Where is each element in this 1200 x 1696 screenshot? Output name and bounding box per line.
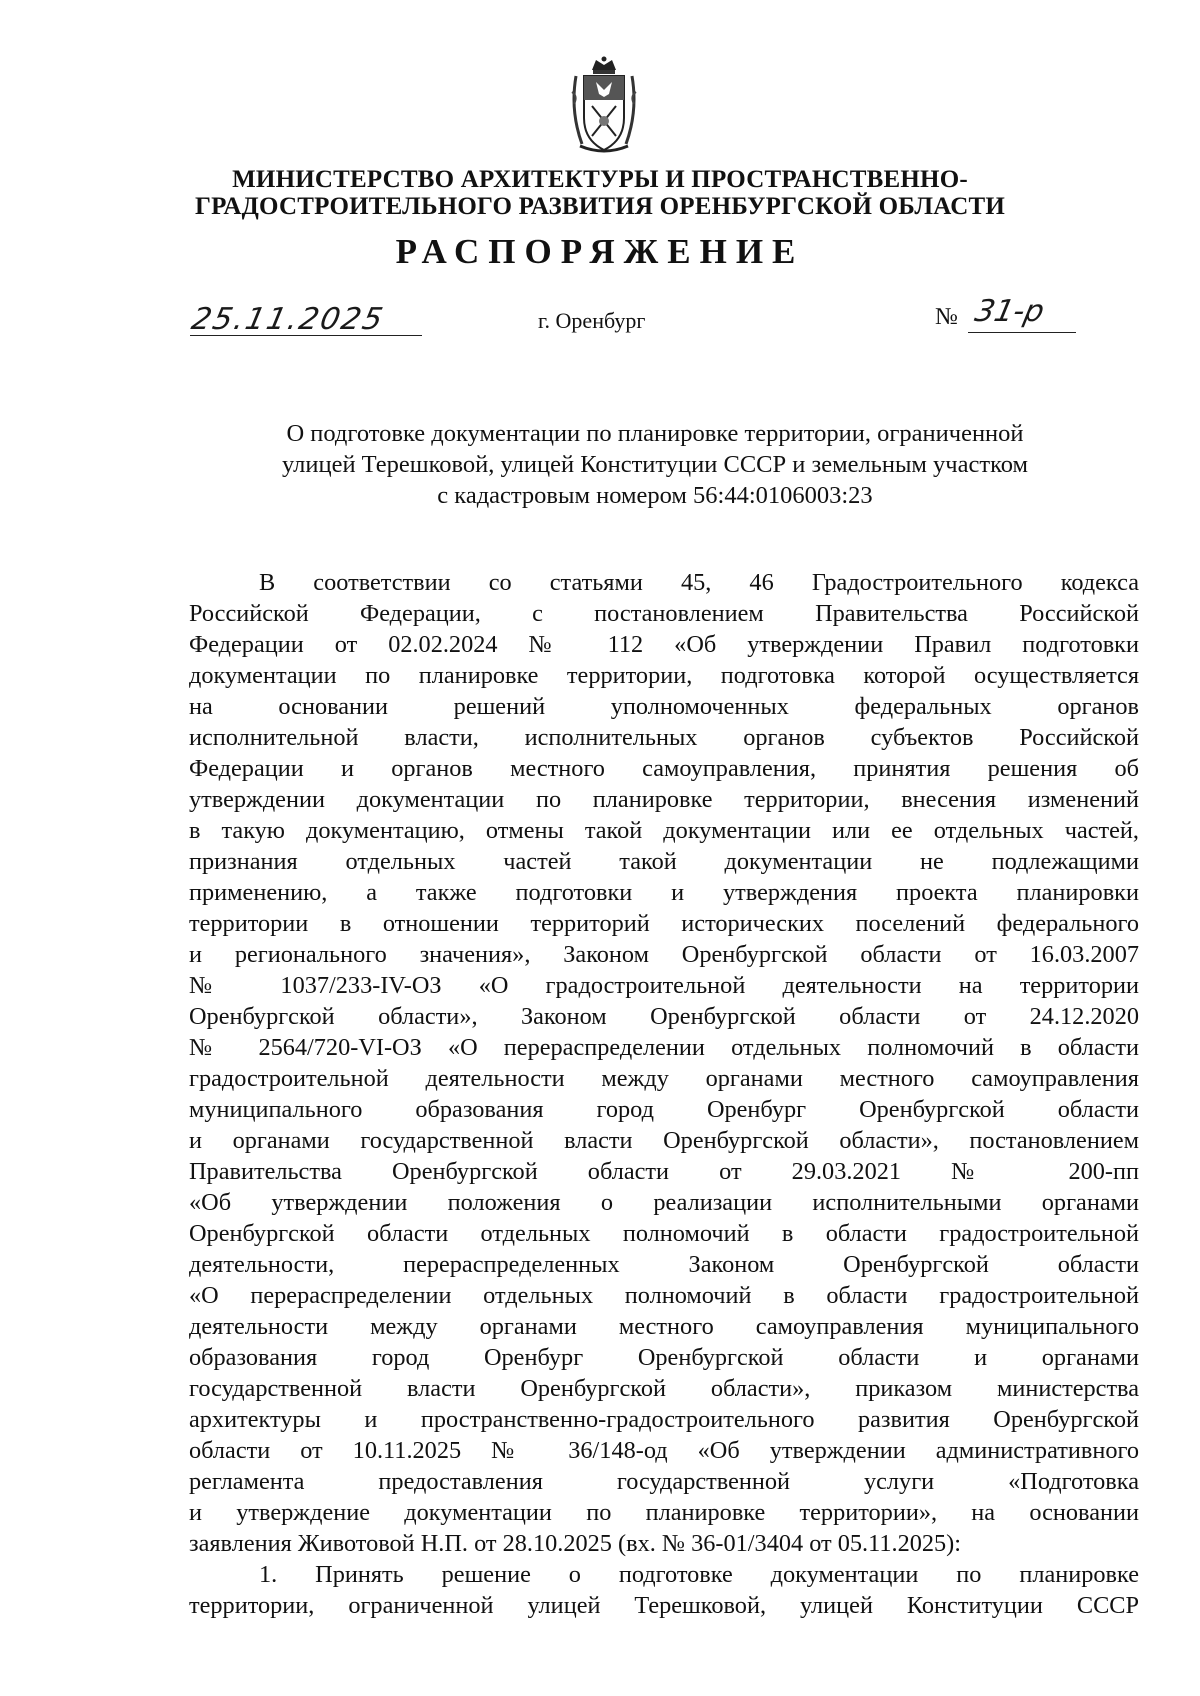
orenburg-coat-of-arms-icon xyxy=(568,56,640,156)
body-line: на основании решений уполномоченных федеральных органов xyxy=(189,693,1139,720)
body-line: деятельности, перераспределенных Законом Оренбургской области xyxy=(189,1251,1139,1278)
body-line: Федерации и органов местного самоуправления, принятия решения об xyxy=(189,755,1139,782)
body-line: Правительства Оренбургской области от 29.03.2021 № 200-пп xyxy=(189,1158,1139,1185)
body-line: заявления Животовой Н.П. от 28.10.2025 (вх. № 36-01/3404 от 05.11.2025): xyxy=(189,1530,962,1557)
subject-line: улицей Терешковой, улицей Конституции СССР и земельным участком xyxy=(281,451,1029,478)
number-sign: № xyxy=(935,304,958,330)
body-line: признания отдельных частей такой документации не подлежащими xyxy=(189,848,1139,875)
body-line: и регионального значения», Законом Оренбургской области от 16.03.2007 xyxy=(189,941,1139,968)
body-line: государственной власти Оренбургской области», приказом министерства xyxy=(189,1375,1139,1402)
body-line: территории в отношении территорий исторических поселений федерального xyxy=(189,910,1139,937)
body-line: № 2564/720-VI-ОЗ «О перераспределении отдельных полномочий в области xyxy=(189,1034,1139,1061)
handwritten-number: 31-р xyxy=(971,294,1048,329)
body-line: муниципального образования город Оренбург Оренбургской области xyxy=(189,1096,1139,1123)
date-underline xyxy=(190,335,422,336)
body-line: № 1037/233-IV-ОЗ «О градостроительной деятельности на территории xyxy=(189,972,1139,999)
body-line: и утверждение документации по планировке территории», на основании xyxy=(189,1499,1139,1526)
body-line: утверждении документации по планировке территории, внесения изменений xyxy=(189,786,1139,813)
body-line: градостроительной деятельности между органами местного самоуправления xyxy=(189,1065,1139,1092)
subject-line: с кадастровым номером 56:44:0106003:23 xyxy=(437,482,873,509)
body-line: регламента предоставления государственной услуги «Подготовка xyxy=(189,1468,1139,1495)
number-underline xyxy=(968,332,1076,333)
body-line: и органами государственной власти Оренбургской области», постановлением xyxy=(189,1127,1139,1154)
body-line: в такую документацию, отмены такой документации или ее отдельных частей, xyxy=(189,817,1139,844)
document-body xyxy=(189,567,1139,1621)
subject-line: О подготовке документации по планировке территории, ограниченной xyxy=(286,420,1024,447)
body-line: Оренбургской области отдельных полномочий в области градостроительной xyxy=(189,1220,1139,1247)
body-line: Оренбургской области», Законом Оренбургской области от 24.12.2020 xyxy=(189,1003,1139,1030)
body-line: архитектуры и пространственно-градостроительного развития Оренбургской xyxy=(189,1406,1139,1433)
document-subject xyxy=(205,418,1105,511)
body-line: «О перераспределении отдельных полномочий в области градостроительной xyxy=(189,1282,1139,1309)
ministry-name xyxy=(190,166,1010,220)
ministry-line: МИНИСТЕРСТВО АРХИТЕКТУРЫ И ПРОСТРАНСТВЕННО- xyxy=(232,166,968,193)
body-line: применению, а также подготовки и утверждения проекта планировки xyxy=(189,879,1139,906)
body-line: образования город Оренбург Оренбургской области и органами xyxy=(189,1344,1139,1371)
body-line: территории, ограниченной улицей Терешковой, улицей Конституции СССР xyxy=(189,1592,1139,1619)
body-line: деятельности между органами местного самоуправления муниципального xyxy=(189,1313,1139,1340)
city-label: г. Оренбург xyxy=(538,308,646,333)
body-line: исполнительной власти, исполнительных органов субъектов Российской xyxy=(189,724,1139,751)
body-line: области от 10.11.2025 № 36/148-од «Об утверждении административного xyxy=(189,1437,1139,1464)
body-line: В соответствии со статьями 45, 46 Градостроительного кодекса xyxy=(259,569,1139,596)
body-line: документации по планировке территории, подготовка которой осуществляется xyxy=(189,662,1139,689)
body-line: Федерации от 02.02.2024 № 112 «Об утверждении Правил подготовки xyxy=(189,631,1139,658)
body-line: Российской Федерации, с постановлением Правительства Российской xyxy=(189,600,1139,627)
ministry-line: ГРАДОСТРОИТЕЛЬНОГО РАЗВИТИЯ ОРЕНБУРГСКОЙ ОБЛАСТИ xyxy=(195,193,1005,220)
body-line: 1. Принять решение о подготовке документации по планировке xyxy=(259,1561,1139,1588)
body-line: «Об утверждении положения о реализации исполнительными органами xyxy=(189,1189,1139,1216)
document-type-title: РАСПОРЯЖЕНИЕ xyxy=(395,232,805,271)
handwritten-date: 25.11.2025 xyxy=(188,302,388,337)
